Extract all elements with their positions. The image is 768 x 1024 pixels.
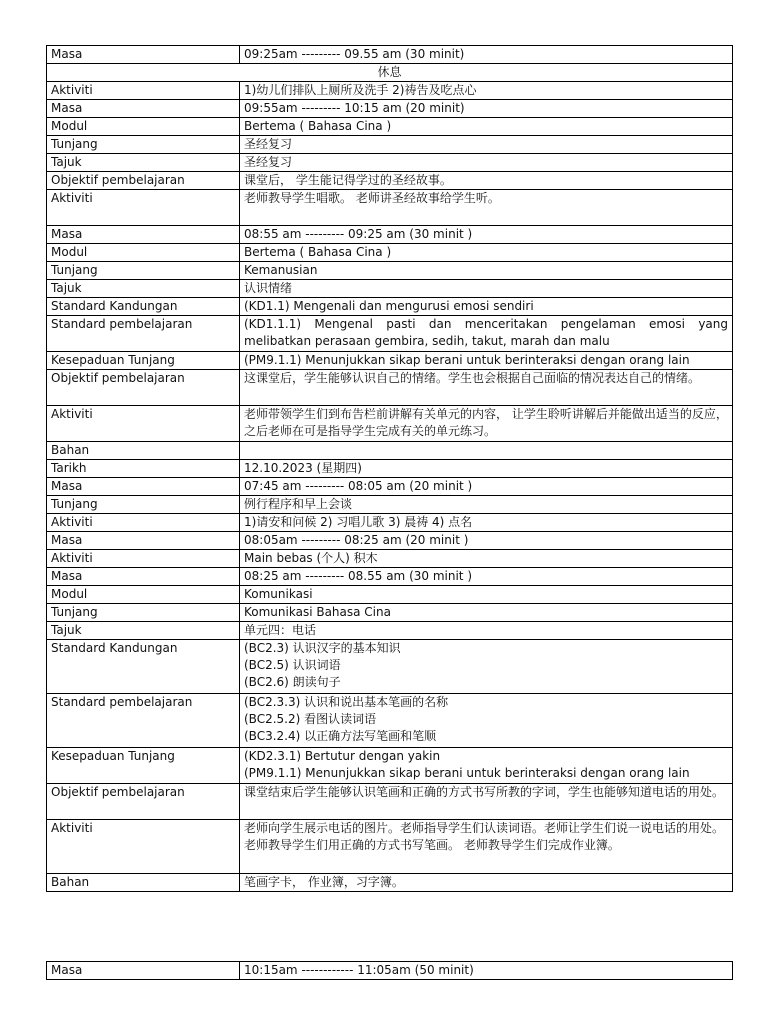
line-text: (BC2.5.2) 看图认读词语 (244, 712, 377, 726)
table-row (47, 568, 733, 586)
row-label: Aktiviti (47, 82, 240, 100)
row-label: Aktiviti (47, 550, 240, 568)
table-row (47, 82, 733, 100)
row-label: Tunjang (47, 136, 240, 154)
row-value: (KD1.1) Mengenali dan mengurusi emosi sendiri (240, 298, 733, 316)
table-row (47, 820, 733, 874)
row-value: 老师教导学生唱歌。 老师讲圣经故事给学生听。 (240, 190, 733, 226)
lesson-plan-table (46, 45, 733, 892)
row-label: Kesepaduan Tunjang (47, 748, 240, 784)
row-value: 07:45 am --------- 08:05 am (20 minit ) (240, 478, 733, 496)
row-label: Tajuk (47, 154, 240, 172)
row-value: 例行程序和早上会谈 (240, 496, 733, 514)
row-value: 10:15am ------------ 11:05am (50 minit) (240, 962, 733, 980)
line-text: (BC2.5) 认识词语 (244, 658, 341, 672)
row-label: Modul (47, 586, 240, 604)
row-value: 这课堂后，学生能够认识自己的情绪。学生也会根据自己面临的情况表达自己的情绪。 (240, 370, 733, 406)
table-row (47, 280, 733, 298)
row-value: Komunikasi Bahasa Cina (240, 604, 733, 622)
table-row (47, 46, 733, 64)
row-label: Aktiviti (47, 514, 240, 532)
row-label: Tunjang (47, 262, 240, 280)
table-row (47, 100, 733, 118)
table-row (47, 874, 733, 892)
table-row (47, 694, 733, 748)
row-value: Bertema ( Bahasa Cina ) (240, 118, 733, 136)
table-row (47, 496, 733, 514)
table-row (47, 460, 733, 478)
row-label: Modul (47, 118, 240, 136)
row-value: 课堂后， 学生能记得学过的圣经故事。 (240, 172, 733, 190)
row-value: (PM9.1.1) Menunjukkan sikap berani untuk berinteraksi dengan orang lain (240, 352, 733, 370)
table-row (47, 962, 733, 980)
table-row (47, 640, 733, 694)
table-row (47, 622, 733, 640)
table-row (47, 244, 733, 262)
break-label: 休息 (47, 64, 733, 82)
line-text: (BC2.6) 朗读句子 (244, 675, 341, 689)
row-label: Standard pembelajaran (47, 316, 240, 352)
row-value: Main bebas (个人) 积木 (240, 550, 733, 568)
row-value: 单元四：电话 (240, 622, 733, 640)
row-label: Modul (47, 244, 240, 262)
row-label: Aktiviti (47, 406, 240, 442)
row-value: 1)请安和问候 2) 习唱儿歌 3) 晨祷 4) 点名 (240, 514, 733, 532)
row-label: Objektif pembelajaran (47, 172, 240, 190)
table-row (47, 172, 733, 190)
row-label: Masa (47, 568, 240, 586)
row-label: Bahan (47, 442, 240, 460)
row-label: Masa (47, 100, 240, 118)
line-text: (BC3.2.4) 以正确方法写笔画和笔顺 (244, 729, 437, 743)
row-value: 09:25am --------- 09.55 am (30 minit) (240, 46, 733, 64)
row-label: Bahan (47, 874, 240, 892)
row-value (240, 748, 733, 784)
row-value (240, 694, 733, 748)
table-row (47, 370, 733, 406)
table-row (47, 118, 733, 136)
table-row (47, 154, 733, 172)
table-row (47, 136, 733, 154)
row-label: Tarikh (47, 460, 240, 478)
line-text: (BC2.3) 认识汉字的基本知识 (244, 641, 401, 655)
row-value: 圣经复习 (240, 154, 733, 172)
table-row (47, 226, 733, 244)
row-label: Standard Kandungan (47, 298, 240, 316)
row-value: 认识情绪 (240, 280, 733, 298)
row-value: 老师向学生展示电话的图片。老师指导学生们认读词语。老师让学生们说一说电话的用处。老师教导学生们用正确的方式书写笔画。 老师教导学生们完成作业簿。 (240, 820, 733, 874)
table-row (47, 442, 733, 460)
row-value: 课堂结束后学生能够认识笔画和正确的方式书写所教的字词，学生也能够知道电话的用处。 (240, 784, 733, 820)
row-label: Objektif pembelajaran (47, 370, 240, 406)
row-label: Masa (47, 226, 240, 244)
row-label: Tajuk (47, 622, 240, 640)
row-value (240, 640, 733, 694)
table-row (47, 784, 733, 820)
next-session-table (46, 961, 733, 980)
table-row (47, 262, 733, 280)
table-row-break (47, 64, 733, 82)
row-label: Masa (47, 532, 240, 550)
row-value (240, 442, 733, 460)
table-row (47, 298, 733, 316)
row-value: (KD1.1.1) Mengenal pasti dan menceritakan pengelaman emosi yang melibatkan perasaan gembira, sedih, takut, marah dan malu (240, 316, 733, 352)
line-text: (BC2.3.3) 认识和说出基本笔画的名称 (244, 695, 449, 709)
row-label: Objektif pembelajaran (47, 784, 240, 820)
row-value: 1)幼儿们排队上厕所及洗手 2)祷告及吃点心 (240, 82, 733, 100)
table-row (47, 604, 733, 622)
row-label: Aktiviti (47, 820, 240, 874)
table-row (47, 190, 733, 226)
row-value: 圣经复习 (240, 136, 733, 154)
row-label: Tajuk (47, 280, 240, 298)
line-text: (PM9.1.1) Menunjukkan sikap berani untuk berinteraksi dengan orang lain (244, 766, 690, 780)
row-label: Standard Kandungan (47, 640, 240, 694)
table-row (47, 532, 733, 550)
row-label: Aktiviti (47, 190, 240, 226)
row-label: Tunjang (47, 496, 240, 514)
row-label: Masa (47, 962, 240, 980)
row-label: Masa (47, 46, 240, 64)
row-value: 笔画字卡， 作业簿，习字簿。 (240, 874, 733, 892)
row-value: Kemanusian (240, 262, 733, 280)
row-value: 老师带领学生们到布告栏前讲解有关单元的内容， 让学生聆听讲解后并能做出适当的反应， 之后老师在可是指导学生完成有关的单元练习。 (240, 406, 733, 442)
row-value: 09:55am --------- 10:15 am (20 minit) (240, 100, 733, 118)
line-text: (KD2.3.1) Bertutur dengan yakin (244, 749, 441, 763)
table-row (47, 748, 733, 784)
row-label: Kesepaduan Tunjang (47, 352, 240, 370)
table-row (47, 406, 733, 442)
row-value: Bertema ( Bahasa Cina ) (240, 244, 733, 262)
row-value: 08:25 am --------- 08.55 am (30 minit ) (240, 568, 733, 586)
table-row (47, 514, 733, 532)
row-value: 12.10.2023 (星期四) (240, 460, 733, 478)
row-value: Komunikasi (240, 586, 733, 604)
table-row (47, 316, 733, 352)
table-row (47, 352, 733, 370)
table-row (47, 550, 733, 568)
table-row (47, 478, 733, 496)
table-row (47, 586, 733, 604)
row-value: 08:55 am --------- 09:25 am (30 minit ) (240, 226, 733, 244)
row-value: 08:05am --------- 08:25 am (20 minit ) (240, 532, 733, 550)
row-label: Standard pembelajaran (47, 694, 240, 748)
row-label: Masa (47, 478, 240, 496)
row-label: Tunjang (47, 604, 240, 622)
